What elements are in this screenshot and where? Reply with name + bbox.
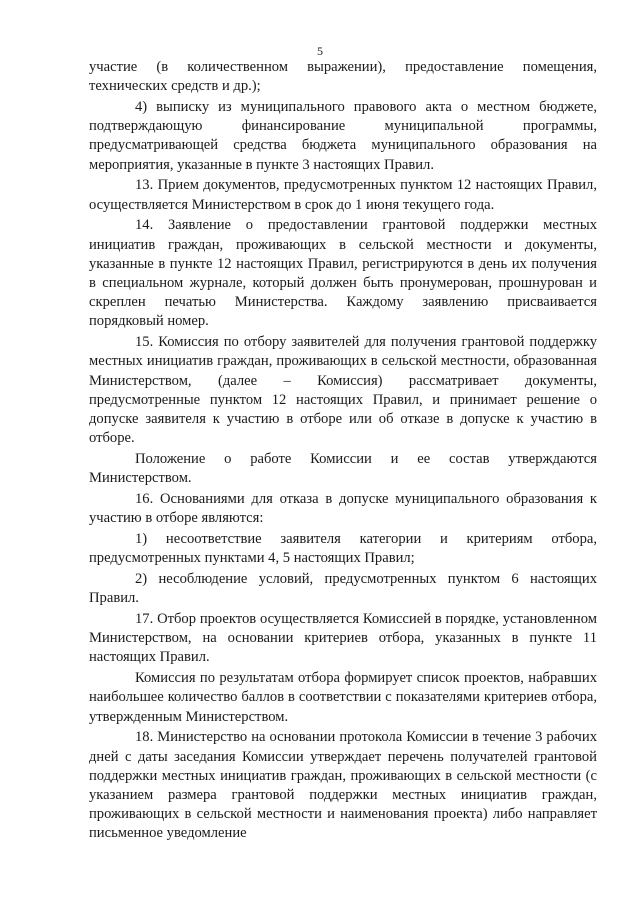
paragraph-clause-13: 13. Прием документов, предусмотренных пунктом 12 настоящих Правил, осуществляется Министерством в срок до 1 июня текущего года. <box>89 177 597 213</box>
paragraph-commission-regulation: Положение о работе Комиссии и ее состав утверждаются Министерством. <box>89 451 597 487</box>
paragraph-refusal-reason-1: 1) несоответствие заявителя категории и критериям отбора, предусмотренных пунктами 4, 5 настоящих Правил; <box>89 531 597 567</box>
paragraph-clause-18: 18. Министерство на основании протокола Комиссии в течение 3 рабочих дней с даты заседания Комиссии утверждает перечень получателей грантовой поддержки местных инициатив граждан, проживающих в сельской местности (с указанием размера грантовой поддержки местных инициатив граждан, проживающих в сельской местности и наименования проекта) либо направляет письменное уведомление <box>89 729 597 842</box>
paragraph-commission-results: Комиссия по результатам отбора формирует список проектов, набравших наибольшее количество баллов в соответствии с показателями критериев отбора, утвержденным Министерством. <box>89 670 597 725</box>
paragraph-participation-continued: участие (в количественном выражении), предоставление помещения, технических средств и др.); <box>89 59 597 95</box>
paragraph-refusal-reason-2: 2) несоблюдение условий, предусмотренных пунктом 6 настоящих Правил. <box>89 571 597 607</box>
paragraph-clause-16: 16. Основаниями для отказа в допуске муниципального образования к участию в отборе являются: <box>89 491 597 527</box>
page-number: 5 <box>317 44 323 58</box>
paragraph-clause-15: 15. Комиссия по отбору заявителей для получения грантовой поддержку местных инициатив граждан, проживающих в сельской местности, образованная Министерством, (далее – Комиссия) рассматривает документы, предусмотренные пунктом 12 настоящих Правил, и принимает решение о допуске заявителя к участию в отборе или об отказе в допуске к участию в отборе. <box>89 334 597 447</box>
document-body <box>89 58 597 844</box>
paragraph-clause-14: 14. Заявление о предоставлении грантовой поддержки местных инициатив граждан, проживающих в сельской местности и документы, указанные в пункте 12 настоящих Правил, регистрируются в день их получения в специальном журнале, который должен быть пронумерован, прошнурован и скреплен печатью Министерства. Каждому заявлению присваивается порядковый номер. <box>89 217 597 330</box>
paragraph-item-4-budget-extract: 4) выписку из муниципального правового акта о местном бюджете, подтверждающую финансирование муниципальной программы, предусматривающей средства бюджета муниципального образования на мероприятия, указанные в пункте 3 настоящих Правил. <box>89 99 597 173</box>
paragraph-clause-17: 17. Отбор проектов осуществляется Комиссией в порядке, установленном Министерством, на основании критериев отбора, указанных в пункте 11 настоящих Правил. <box>89 611 597 666</box>
